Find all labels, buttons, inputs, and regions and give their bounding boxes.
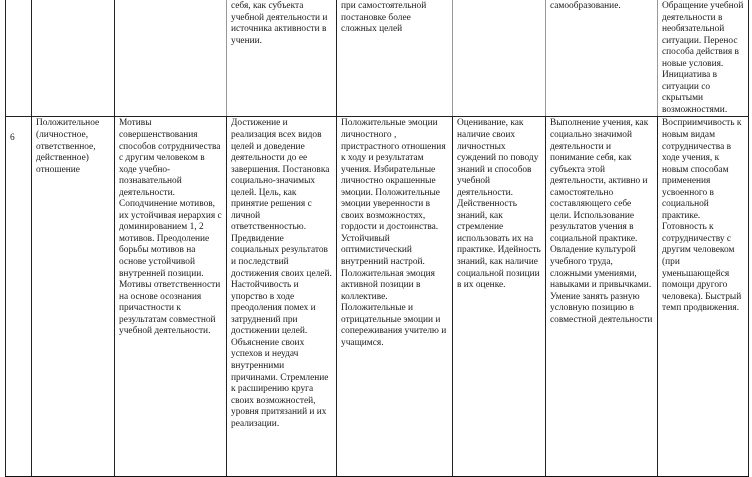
cell-text: Мотивы совершенствования способов сотрудничества с другим человеком в ходе учебно-познавательной деятельности. Соподчинение мотивов, их устойчивая иерархия с доминированием 1, 2 мотивов. Преодоление борьбы мотивов на основе устойчивой внутренней позиции. Мотивы ответственности на основе осознания причастности к результатам совместной учебной деятельности.: [119, 118, 222, 337]
cell-text: самообразование.: [550, 1, 621, 11]
cell-activity: [546, 117, 658, 477]
cell-goals: [227, 117, 337, 477]
cell-text: себя, как субъекта учебной деятельности и источника активности в учении.: [231, 1, 328, 46]
cell-emotions: [337, 117, 453, 477]
cell-attitude: [32, 0, 115, 117]
cell-knowledge: [453, 0, 546, 117]
cell-motives: [115, 117, 227, 477]
cell-activity: [546, 0, 658, 117]
cell-text: Восприимчивость к новым видам сотрудничества в ходе учения, к новым способам применения усвоенного в социальной практике. Готовность к сотрудничеству с другим человеком (при уменьшающейся помощи другого человека). Быстрый темп продвижения.: [662, 118, 742, 314]
cell-text: 6: [10, 133, 15, 144]
cell-cooperation: [658, 0, 749, 117]
cell-number: [6, 117, 32, 477]
cell-cooperation: [658, 117, 749, 477]
cell-text: Выполнение учения, как социально значимой деятельности и понимание себя, как субъекта этой деятельности, активно и самостоятельно составляющего себе цели. Использование результатов учения в социальной практике. Овладение культурой учебного труда, сложными умениями, навыками и привычками. Умение занять разную условную позицию в совместной деятельности: [550, 118, 653, 325]
document-table: [5, 0, 749, 477]
table-row: [6, 0, 749, 117]
cell-text: Положительное (личностное, ответственное, действенное) отношение: [36, 118, 100, 175]
cell-motives: [115, 0, 227, 117]
cell-text: Обращение учебной деятельности в необязательной ситуации. Перенос способа действия в новые условия. Инициатива в ситуации со скрытыми возможностями.: [662, 1, 744, 115]
cell-text: при самостоятельной постановке более сложных целей: [341, 1, 427, 35]
cell-text: Достижение и реализация всех видов целей и доведение деятельности до ее завершения. Постановка социально-значимых целей. Цель, как принятие решения с личной ответственностью. Предвидение социальных результатов и последствий достижения своих целей. Настойчивость и упорство в ходе преодоления помех и затруднений при достижении целей. Объяснение своих успехов и неудач внутренними причинами. Стремление к расширению круга своих возможностей, уровня притязаний и их реализации.: [231, 118, 332, 429]
cell-emotions: [337, 0, 453, 117]
cell-text: Положительные эмоции личностного , пристрастного отношения к ходу и результатам учения. Избирательные личностно окрашенные эмоции. Положительные эмоции уверенности в своих возможностях, гордости и достоинства. Устойчивый оптимистический внутренний настрой. Положительная эмоция активной позиции в коллективе. Положительные и отрицательные эмоции и сопереживания учителю и учащимся.: [341, 118, 447, 348]
cell-attitude: [32, 117, 115, 477]
cell-number: [6, 0, 32, 117]
table-row: [6, 117, 749, 477]
cell-knowledge: [453, 117, 546, 477]
cell-goals: [227, 0, 337, 117]
cell-text: Оценивание, как наличие своих личностных суждений по поводу знаний и способов учебной деятельности. Действенность знаний, как стремление использовать их на практике. Идейность знаний, как наличие социальной позиции в их оценке.: [457, 118, 541, 291]
